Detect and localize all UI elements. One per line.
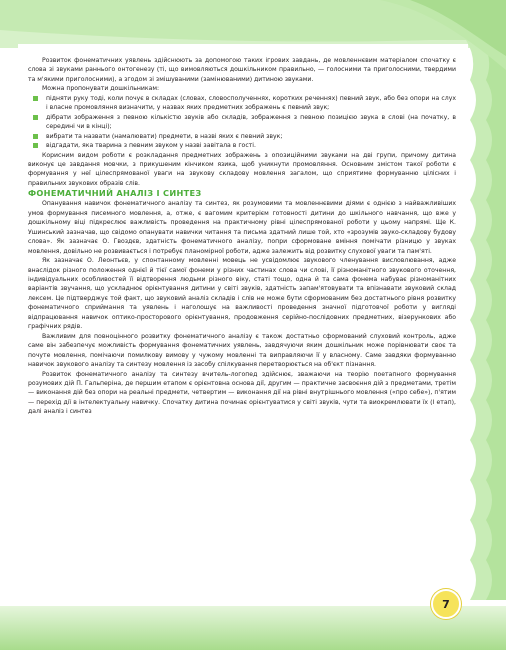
- list-item: відгадати, яка тварина з певним звуком у назві завітала в гості.: [28, 141, 456, 150]
- list-item: підняти руку тоді, коли почує в складах (словах, словосполученнях, коротких реченнях) певний звук, або без опори на слух і власне промовляння визначити, у назвах яких предметних зображень є певний звук;: [28, 94, 456, 113]
- square-bullet-icon: [33, 134, 38, 139]
- square-bullet-icon: [33, 115, 38, 120]
- section-paragraph-4: Розвиток фонематичного аналізу та синтезу вчитель-логопед здійснює, зважаючи на теорію поетапного формування розумових дій П. Гальперіна, де першим етапом є орієнтовна основа дії, другим — практичне засвоєння дій з предметами, третім — виконання дій без опори на реальні предмети, четвертим — виконання дії на рівні внутрішнього мовлення («про себе»), п'ятим — перехід дії в інтелектуальну навичку. Спочатку дитина починає орієнтуватися у світі звуків, чути та виокремлювати їх (І етап), далі аналіз і синтез: [28, 370, 456, 416]
- square-bullet-icon: [33, 96, 38, 101]
- activity-list: [28, 94, 456, 151]
- page-number: 7: [442, 597, 450, 611]
- intro-paragraph-2: Можна пропонувати дошкільникам:: [42, 85, 160, 93]
- page-number-badge: [431, 589, 461, 619]
- section-paragraph-3: Важливим для повноцінного розвитку фонематичного аналізу є також достатньо сформований слуховий контроль, адже саме він забезпечує можливість формування фонематичних уявлень, завдячуючи яким дошкільник може порівнювати своє та почуте мовлення, помічаючи помилкову вимову у чужому мовленні та виправляючи її у власному. Саме завдяки формуванню навичок звукового аналізу та синтезу мовлення із засобу спілкування перетворюється на об'єкт пізнання.: [28, 332, 456, 369]
- page-content: [28, 56, 456, 417]
- intro-paragraph-3: Корисним видом роботи є розкладання предметних зображень з опозиційними звуками на дві групи, причому дитина виконує це завдання мовчки, з прикушеним кінчиком язика, щоб уникнути промовляння. Основним змістом такої роботи є формування у неї цілеспрямованої уваги на звукову складову мовлення загалом, що сприятиме формуванню цілісних і правильних звукових образів слів.: [28, 151, 456, 187]
- list-item: вибрати та назвати (намалювати) предмети, в назві яких є певний звук;: [28, 132, 456, 141]
- square-bullet-icon: [33, 143, 38, 148]
- intro-paragraph-1: Розвиток фонематичних уявлень здійснюють за допомогою таких ігрових завдань, де мовленнєвим матеріалом спочатку є слова зі звуками раннього онтогенезу (ті, що вимовляються дошкільником правильно, — голосними та приголосними, твердими та м'якими приголосними), а згодом зі змішуваними (замінюваними) дитиною звуками.: [28, 57, 456, 83]
- section-paragraph-2: Як зазначає О. Леонтьєв, у спонтанному мовленні мовець не усвідомлює звукового членування висловлювання, адже внаслідок різного положення однієї й тієї самої фонеми у різних частинах слова чи слові, її різноманітного звукового оточення, індивідуальних особливостей її відтворення людьми різного віку, статі тощо, одна й та сама фонема набуває різноманітних варіантів звучання, що ускладнює орієнтування дитини у світі звуків, здатність запам'ятовувати та впізнавати звуковий склад лексем. Це підтверджує той факт, що звуковий аналіз складів і слів не може бути сформованим без достатнього рівня розвитку фонематичного сприймання та уявлень і наголошує на важливості проведення значної підготовчої роботи у вигляді відпрацювання навичок оптико-просторового орієнтування, продовження серійно-послідовних предметних, візерункових або графічних рядів.: [28, 257, 456, 331]
- list-item: дібрати зображення з певною кількістю звуків або складів, зображення з певною позицією звука в слові (на початку, в середині чи в кінці);: [28, 113, 456, 132]
- section-paragraph-1: Опанування навичок фонематичного аналізу та синтез, як розумовими та мовленнєвими діями є однією з найважливіших умов формування писемного мовлення, а, отже, є вагомим критерієм готовності дитини до шкільного навчання, що вже у дошкільному віці підкреслює важливість проведення на практичному рівні цілеспрямованої роботи у цьому напрямі. Ще К. Ушинський зазначав, що свідомо опанувати навички читання та письма здатний лише той, хто «зрозумів звуко-складову будову слова». Як зазначає О. Гвоздєв, здатність фонематичного аналізу, попри сформоване вміння помічати різницю у звуках мовлення, довільно не розвивається і потребує планомірної роботи, адже залежить від розвитку слухової уваги та пам'яті.: [28, 200, 456, 255]
- section-heading: ФОНЕМАТИЧНИЙ АНАЛІЗ І СИНТЕЗ: [28, 188, 202, 199]
